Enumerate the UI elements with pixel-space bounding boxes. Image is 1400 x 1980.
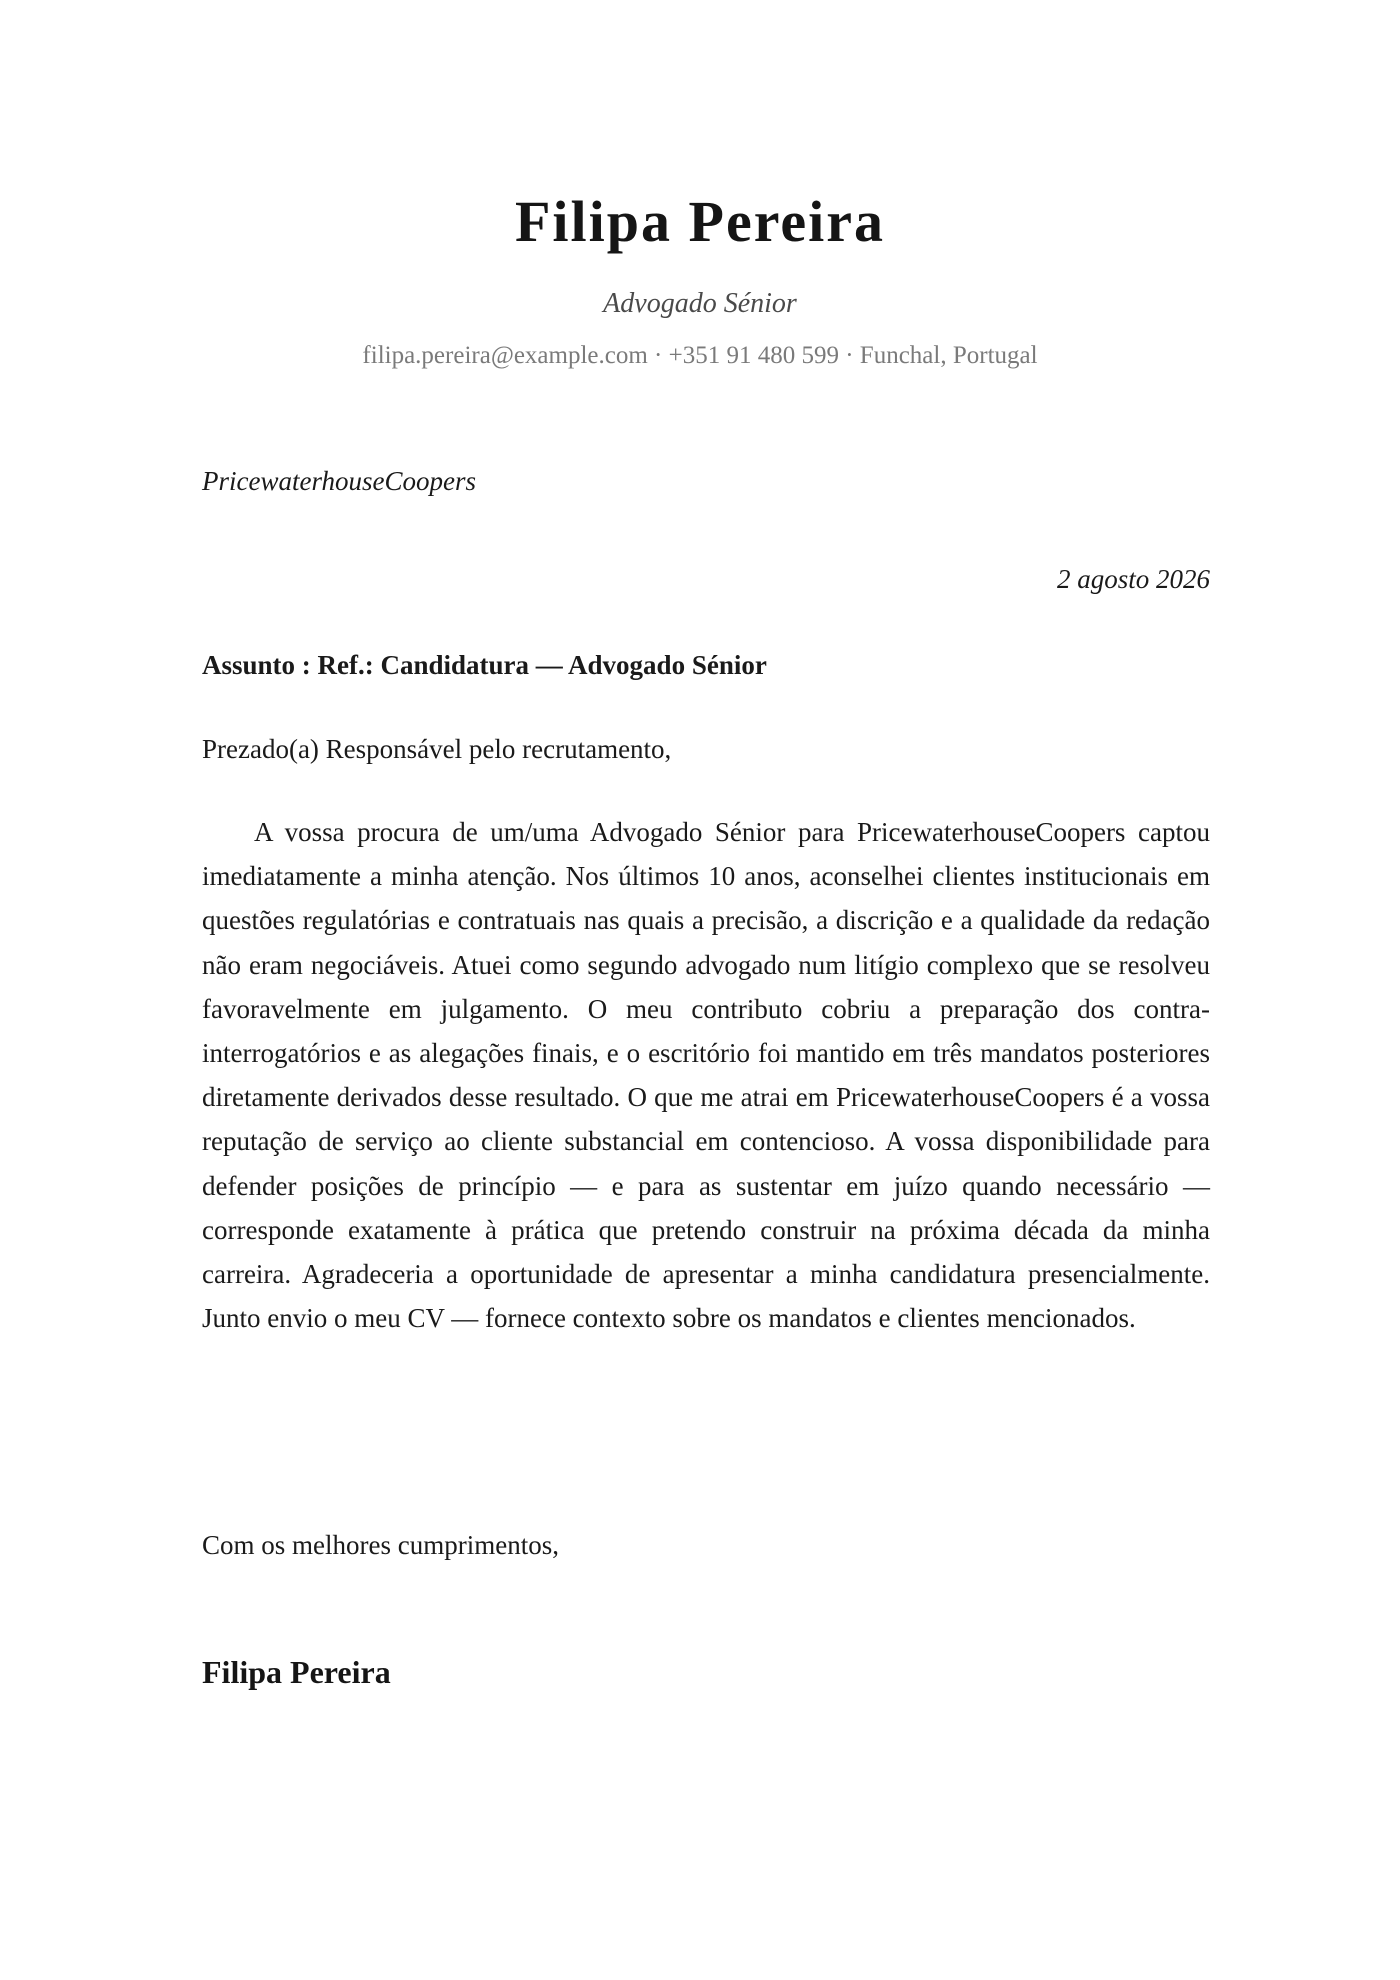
letter-closing: Com os melhores cumprimentos, [202,1530,559,1560]
sender-contact-line: filipa.pereira@example.com · +351 91 480 599 · Funchal, Portugal [362,342,1038,369]
sender-name: Filipa Pereira [515,189,885,254]
sender-job-title: Advogado Sénior [603,288,797,319]
letter-greeting: Prezado(a) Responsável pelo recrutamento, [202,734,672,764]
letter-signature: Filipa Pereira [202,1654,391,1690]
letter-subject: Assunto : Ref.: Candidatura — Advogado Sénior [202,650,767,680]
letter-body-paragraph: A vossa procura de um/uma Advogado Sénior para PricewaterhouseCoopers captou imediatamente a minha atenção. Nos últimos 10 anos, aconselhei clientes institucionais em questões regulatórias e contratuais nas quais a precisão, a discrição e a qualidade da redação não eram negociáveis. Atuei como segundo advogado num litígio complexo que se resolveu favoravelmente em julgamento. O meu contributo cobriu a preparação dos contra-interrogatórios e as alegações finais, e o escritório foi mantido em três mandatos posteriores diretamente derivados desse resultado. O que me atrai em PricewaterhouseCoopers é a vossa reputação de serviço ao cliente substancial em contencioso. A vossa disponibilidade para defender posições de princípio — e para as sustentar em juízo quando necessário — corresponde exatamente à prática que pretendo construir na próxima década da minha carreira. Agradeceria a oportunidade de apresentar a minha candidatura presencialmente. Junto envio o meu CV — fornece contexto sobre os mandatos e clientes mencionados. [202,817,1210,1334]
letter-date: 2 agosto 2026 [1056,564,1210,594]
recipient-company: PricewaterhouseCoopers [202,466,476,496]
